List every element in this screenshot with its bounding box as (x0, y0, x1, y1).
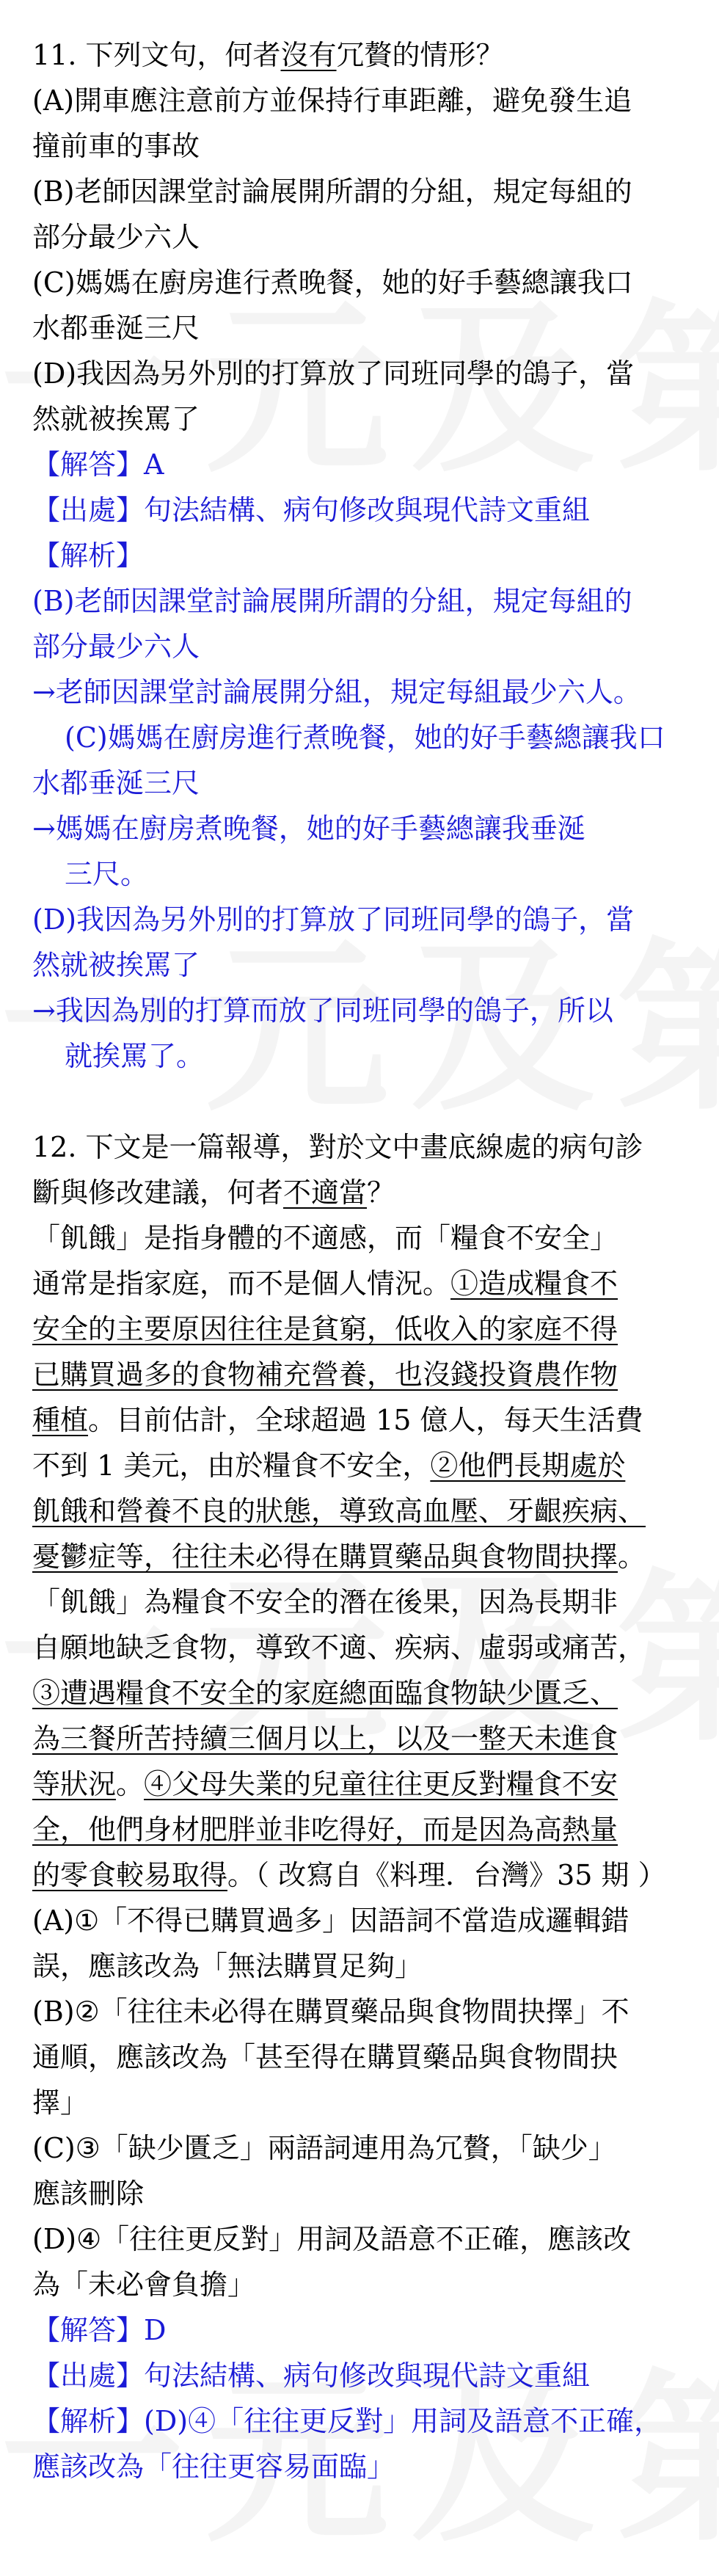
passage-text: 通常是指家庭，而不是個人情況。 (32, 1267, 451, 1300)
q11-analysis-line: 部分最少六人 (32, 630, 200, 663)
passage-text: 。 (618, 1540, 646, 1573)
q11-analysis-line: (B)老師因課堂討論展開所謂的分組，規定每組的 (32, 585, 632, 617)
passage-text: 「飢餓」為糧食不安全的潛在後果，因為長期非 (32, 1586, 618, 1618)
q11-analysis (32, 578, 693, 1079)
q12-analysis-line-1: 【解析】(D)④「往往更反對」用詞及語意不正確， (32, 2405, 663, 2437)
q11-stem (32, 32, 693, 78)
q12-passage-line (32, 1625, 693, 1670)
q12-stem-emphasis: 不適當 (283, 1176, 368, 1209)
passage-text: 自願地缺乏食物，導致不適、疾病、虛弱或痛苦， (32, 1631, 646, 1664)
q12-stem-line-1: 12. 下文是一篇報導，對於文中畫底線處的病句診 (32, 1131, 643, 1163)
q12-passage-line (32, 1443, 693, 1488)
q11-analysis-line: 就挨罵了。 (65, 1040, 205, 1072)
q12-stem-post: ？ (367, 1176, 395, 1209)
document-page (32, 32, 693, 2489)
q11-analysis-line: 然就被挨罵了 (32, 949, 200, 981)
q12-passage-line (32, 1807, 693, 1852)
underlined-sentence: 飢餓和營養不良的狀態，導致高血壓、牙齦疾病、 (32, 1495, 646, 1527)
q12-analysis-line-2: 應該改為「往往更容易面臨」 (32, 2451, 395, 2483)
underlined-sentence: ②他們長期處於 (430, 1449, 626, 1482)
underlined-sentence: 安全的主要原因往往是貧窮，低收入的家庭不得 (32, 1313, 618, 1345)
underlined-sentence: 等狀況 (32, 1768, 117, 1800)
underlined-sentence: 已購買過多的食物補充營養，也沒錢投資農作物 (32, 1358, 618, 1391)
q11-option-line: 然就被挨罵了 (32, 403, 200, 435)
q12-passage-line (32, 1852, 693, 1898)
q12-option-line: (D)④「往往更反對」用詞及語意不正確，應該改 (32, 2223, 632, 2255)
underlined-sentence: 全，他們身材肥胖並非吃得好，而是因為高熱量 (32, 1813, 618, 1846)
q12-source: 【出處】句法結構、病句修改與現代詩文重組 (32, 2359, 591, 2392)
q11-option-line: (A)開車應注意前方並保持行車距離，避免發生追 (32, 84, 632, 117)
q12-passage-line (32, 1716, 693, 1761)
q12-passage-line (32, 1261, 693, 1306)
q12-option-line: 應該刪除 (32, 2177, 145, 2210)
q12-option-line: (C)③「缺少匱乏」兩語詞連用為冗贅，「缺少」 (32, 2132, 616, 2164)
passage-text: 「飢餓」是指身體的不適感，而「糧食不安全」 (32, 1222, 618, 1254)
q11-analysis-line: (D)我因為另外別的打算放了同班同學的鴿子，當 (32, 903, 635, 936)
q12-stem-pre: 斷與修改建議，何者 (32, 1176, 284, 1209)
q11-analysis-line: 三尺。 (65, 858, 149, 890)
q12-passage-line (32, 1488, 693, 1534)
q12-option-line: 誤，應該改為「無法購買足夠」 (32, 1950, 423, 1982)
q11-option-line: (B)老師因課堂討論展開所謂的分組，規定每組的 (32, 175, 632, 208)
q11-analysis-line: →老師因課堂討論展開分組，規定每組最少六人。 (32, 676, 641, 708)
q11-analysis-line: 水都垂涎三尺 (32, 767, 200, 799)
passage-text: 。目前估計，全球超過 15 億人，每天生活費 (88, 1404, 643, 1436)
q11-option-line: 撞前車的事故 (32, 130, 200, 162)
q11-option-line: 部分最少六人 (32, 221, 200, 253)
q12-passage-line (32, 1397, 693, 1443)
q12-passage-line (32, 1352, 693, 1397)
q12-option-line: (B)②「往往未必得在購買藥品與食物間抉擇」不 (32, 1995, 629, 2028)
q12-passage-line (32, 1306, 693, 1352)
q12-option-line: 通順，應該改為「甚至得在購買藥品與食物間抉 (32, 2041, 618, 2073)
passage-text: 。（ 改寫自《料理．台灣》35 期 ） (227, 1859, 666, 1891)
q11-source: 【出處】句法結構、病句修改與現代詩文重組 (32, 494, 591, 526)
q12-option-line: (A)①「不得已購買過多」因語詞不當造成邏輯錯 (32, 1904, 629, 1937)
passage-text: 。 (116, 1768, 145, 1800)
q11-option-line: (D)我因為另外別的打算放了同班同學的鴿子，當 (32, 357, 635, 390)
q11-stem-post: 冗贅的情形？ (336, 39, 504, 71)
underlined-sentence: 憂鬱症等，往往未必得在購買藥品與食物間抉擇 (32, 1540, 618, 1573)
q11-analysis-head: 【解析】 (32, 539, 145, 572)
underlined-sentence: ①造成糧食不 (450, 1267, 618, 1300)
q12-stem-line-2 (32, 1170, 693, 1215)
q11-stem-pre: 11. 下列文句，何者 (32, 39, 281, 71)
q12-options (32, 1898, 693, 2307)
q11-answer: 【解答】A (32, 448, 164, 481)
q12-option-line: 擇」 (32, 2086, 89, 2119)
q12-answer: 【解答】D (32, 2314, 167, 2346)
underlined-sentence: 為三餐所苦持續三個月以上，以及一整天未進食 (32, 1722, 618, 1755)
question-gap (32, 1079, 693, 1124)
q11-analysis-line: (C)媽媽在廚房進行煮晚餐，她的好手藝總讓我口 (65, 721, 665, 754)
underlined-sentence: ③遭遇糧食不安全的家庭總面臨食物缺少匱乏、 (32, 1677, 618, 1709)
q12-passage-line (32, 1761, 693, 1807)
q12-passage-line (32, 1534, 693, 1579)
underlined-sentence: 的零食較易取得 (32, 1859, 228, 1891)
passage-text: 不到 1 美元，由於糧食不安全， (32, 1449, 431, 1482)
q12-option-line: 為「未必會負擔」 (32, 2268, 256, 2301)
q11-option-line: 水都垂涎三尺 (32, 312, 200, 344)
q11-stem-emphasis: 沒有 (280, 39, 337, 71)
q12-passage (32, 1215, 693, 1898)
underlined-sentence: 種植 (32, 1404, 89, 1436)
q12-passage-line (32, 1579, 693, 1625)
q12-passage-line (32, 1215, 693, 1261)
q11-analysis-line: →媽媽在廚房煮晚餐，她的好手藝總讓我垂涎 (32, 812, 585, 845)
q11-options (32, 78, 693, 442)
q12-passage-line (32, 1670, 693, 1716)
underlined-sentence: ④父母失業的兒童往往更反對糧食不安 (144, 1768, 618, 1800)
q11-analysis-line: →我因為別的打算而放了同班同學的鴿子，所以 (32, 994, 613, 1027)
q11-option-line: (C)媽媽在廚房進行煮晚餐，她的好手藝總讓我口 (32, 266, 633, 299)
